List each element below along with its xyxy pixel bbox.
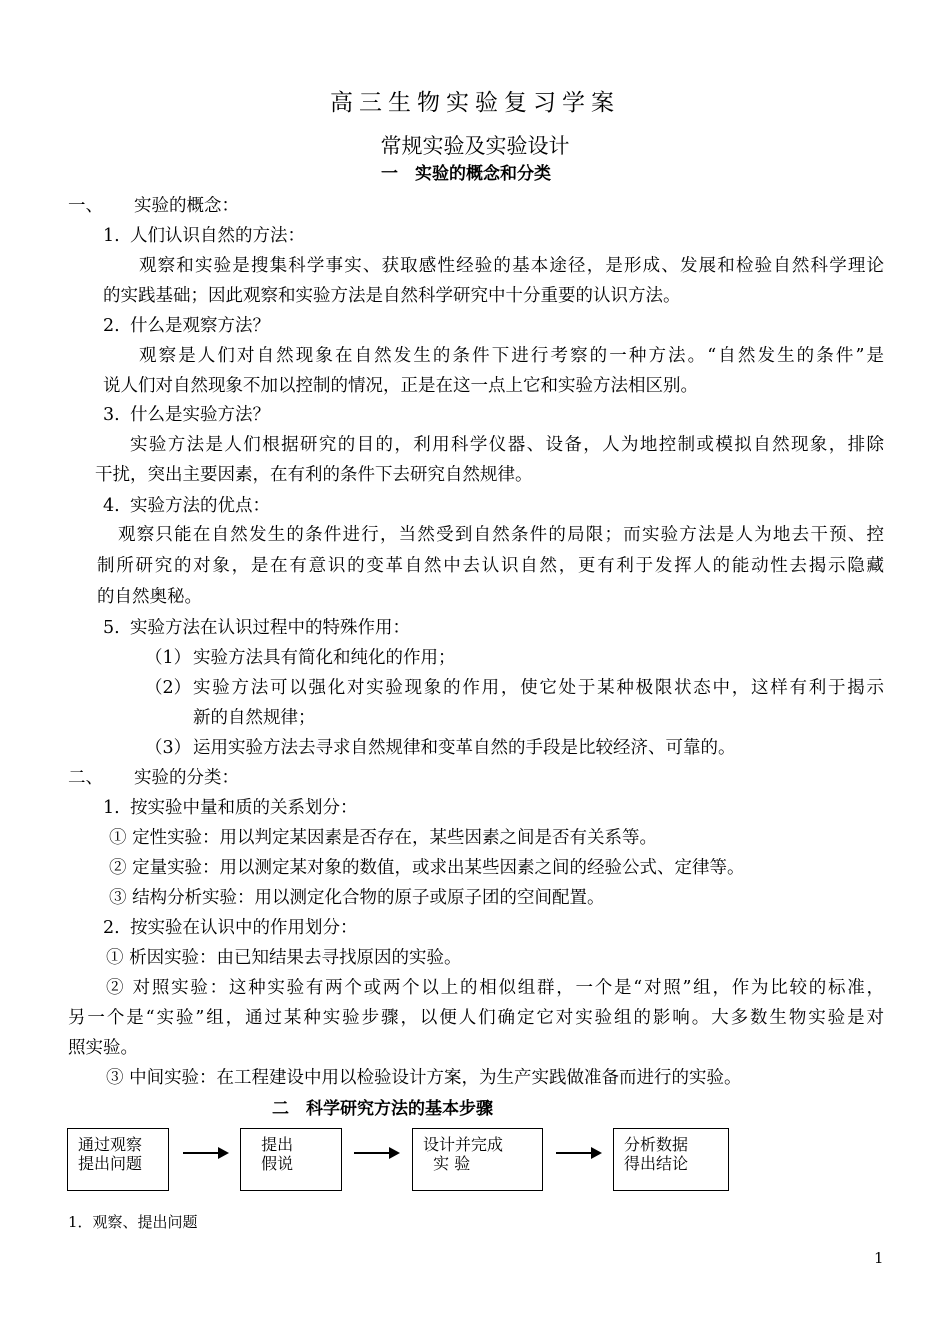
q5-item-1-text: 实验方法具有简化和纯化的作用； — [193, 648, 456, 668]
g1-item-3: ③ 结构分析实验：用以测定化合物的原子或原子团的空间配置。 — [109, 888, 605, 908]
part2-label: 二、 — [68, 768, 103, 788]
q4-title: 实验方法的优点： — [130, 496, 270, 516]
q5-item-3-num: （3） — [145, 738, 192, 758]
flow-step-4: 分析数据 得出结论 — [613, 1128, 729, 1191]
q1-num: 1. — [103, 226, 120, 246]
flow-step-2: 提出 假说 — [240, 1128, 342, 1191]
part1-title: 实验的概念： — [134, 196, 239, 216]
q4-text-line2: 制所研究的对象，是在有意识的变革自然中去认识自然，更有利于发挥人的能动性去揭示隐藏 — [97, 556, 884, 576]
flow-step-3: 设计并完成 实 验 — [412, 1128, 543, 1191]
q2-num: 2. — [103, 316, 120, 336]
page-number: 1 — [874, 1249, 884, 1267]
page-subtitle: 常规实验及实验设计 — [380, 134, 570, 158]
section1-heading: 一 实验的概念和分类 — [381, 164, 551, 184]
g2-num: 2. — [103, 918, 120, 938]
q1-text-line1: 观察和实验是搜集科学事实、获取感性经验的基本途径，是形成、发展和检验自然科学理论 — [139, 256, 884, 276]
g2-item-3: ③ 中间实验：在工程建设中用以检验设计方案，为生产实践做准备而进行的实验。 — [106, 1068, 742, 1088]
g2-item-2-line2: 另一个是“实验”组，通过某种实验步骤，以便人们确定它对实验组的影响。大多数生物实验是对 — [68, 1008, 884, 1028]
q1-title: 人们认识自然的方法： — [130, 226, 305, 246]
q4-text-line3: 的自然奥秘。 — [97, 587, 202, 607]
subsection-1-heading: 1．观察、提出问题 — [68, 1213, 198, 1231]
g1-item-1: ① 定性实验：用以判定某因素是否存在，某些因素之间是否有关系等。 — [109, 828, 658, 848]
g1-title: 按实验中量和质的关系划分： — [130, 798, 358, 818]
flow-arrow-1 — [183, 1152, 227, 1154]
part2-title: 实验的分类： — [134, 768, 239, 788]
q2-text-line1: 观察是人们对自然现象在自然发生的条件下进行考察的一种方法。“自然发生的条件”是 — [139, 346, 884, 366]
g1-num: 1. — [103, 798, 120, 818]
q4-num: 4. — [103, 496, 120, 516]
q5-item-1-num: （1） — [145, 648, 192, 668]
flow-arrow-3 — [556, 1152, 600, 1154]
page-title: 高三生物实验复习学案 — [330, 90, 620, 116]
section2-heading: 二 科学研究方法的基本步骤 — [272, 1099, 493, 1119]
g1-item-2: ② 定量实验：用以测定某对象的数值，或求出某些因素之间的经验公式、定律等。 — [109, 858, 745, 878]
q5-item-2-num: （2） — [145, 678, 192, 698]
q5-item-2-cont: 新的自然规律； — [193, 708, 316, 728]
q5-title: 实验方法在认识过程中的特殊作用： — [130, 618, 410, 638]
g2-item-2-line1: ② 对照实验：这种实验有两个或两个以上的相似组群，一个是“对照”组，作为比较的标准， — [106, 978, 884, 998]
g2-title: 按实验在认识中的作用划分： — [130, 918, 358, 938]
g2-item-2-line3: 照实验。 — [68, 1038, 138, 1058]
q3-title: 什么是实验方法？ — [130, 405, 270, 425]
q5-num: 5. — [103, 618, 120, 638]
g2-item-1: ① 析因实验：由已知结果去寻找原因的实验。 — [106, 948, 462, 968]
q5-item-3-text: 运用实验方法去寻求自然规律和变革自然的手段是比较经济、可靠的。 — [193, 738, 736, 758]
q2-title: 什么是观察方法？ — [130, 316, 270, 336]
flow-arrow-2 — [354, 1152, 398, 1154]
q3-text-line2: 干扰，突出主要因素，在有利的条件下去研究自然规律。 — [95, 465, 533, 485]
q1-text-line2: 的实践基础；因此观察和实验方法是自然科学研究中十分重要的认识方法。 — [103, 286, 681, 306]
flow-step-1: 通过观察 提出问题 — [67, 1128, 169, 1191]
q5-item-2-text: 实验方法可以强化对实验现象的作用，使它处于某种极限状态中，这样有利于揭示 — [193, 678, 884, 698]
q2-text-line2: 说人们对自然现象不加以控制的情况，正是在这一点上它和实验方法相区别。 — [103, 376, 698, 396]
q3-num: 3. — [103, 405, 120, 425]
q4-text-line1: 观察只能在自然发生的条件进行，当然受到自然条件的局限；而实验方法是人为地去干预、控 — [118, 525, 884, 545]
part1-label: 一、 — [68, 196, 103, 216]
q3-text-line1: 实验方法是人们根据研究的目的，利用科学仪器、设备，人为地控制或模拟自然现象，排除 — [130, 435, 884, 455]
